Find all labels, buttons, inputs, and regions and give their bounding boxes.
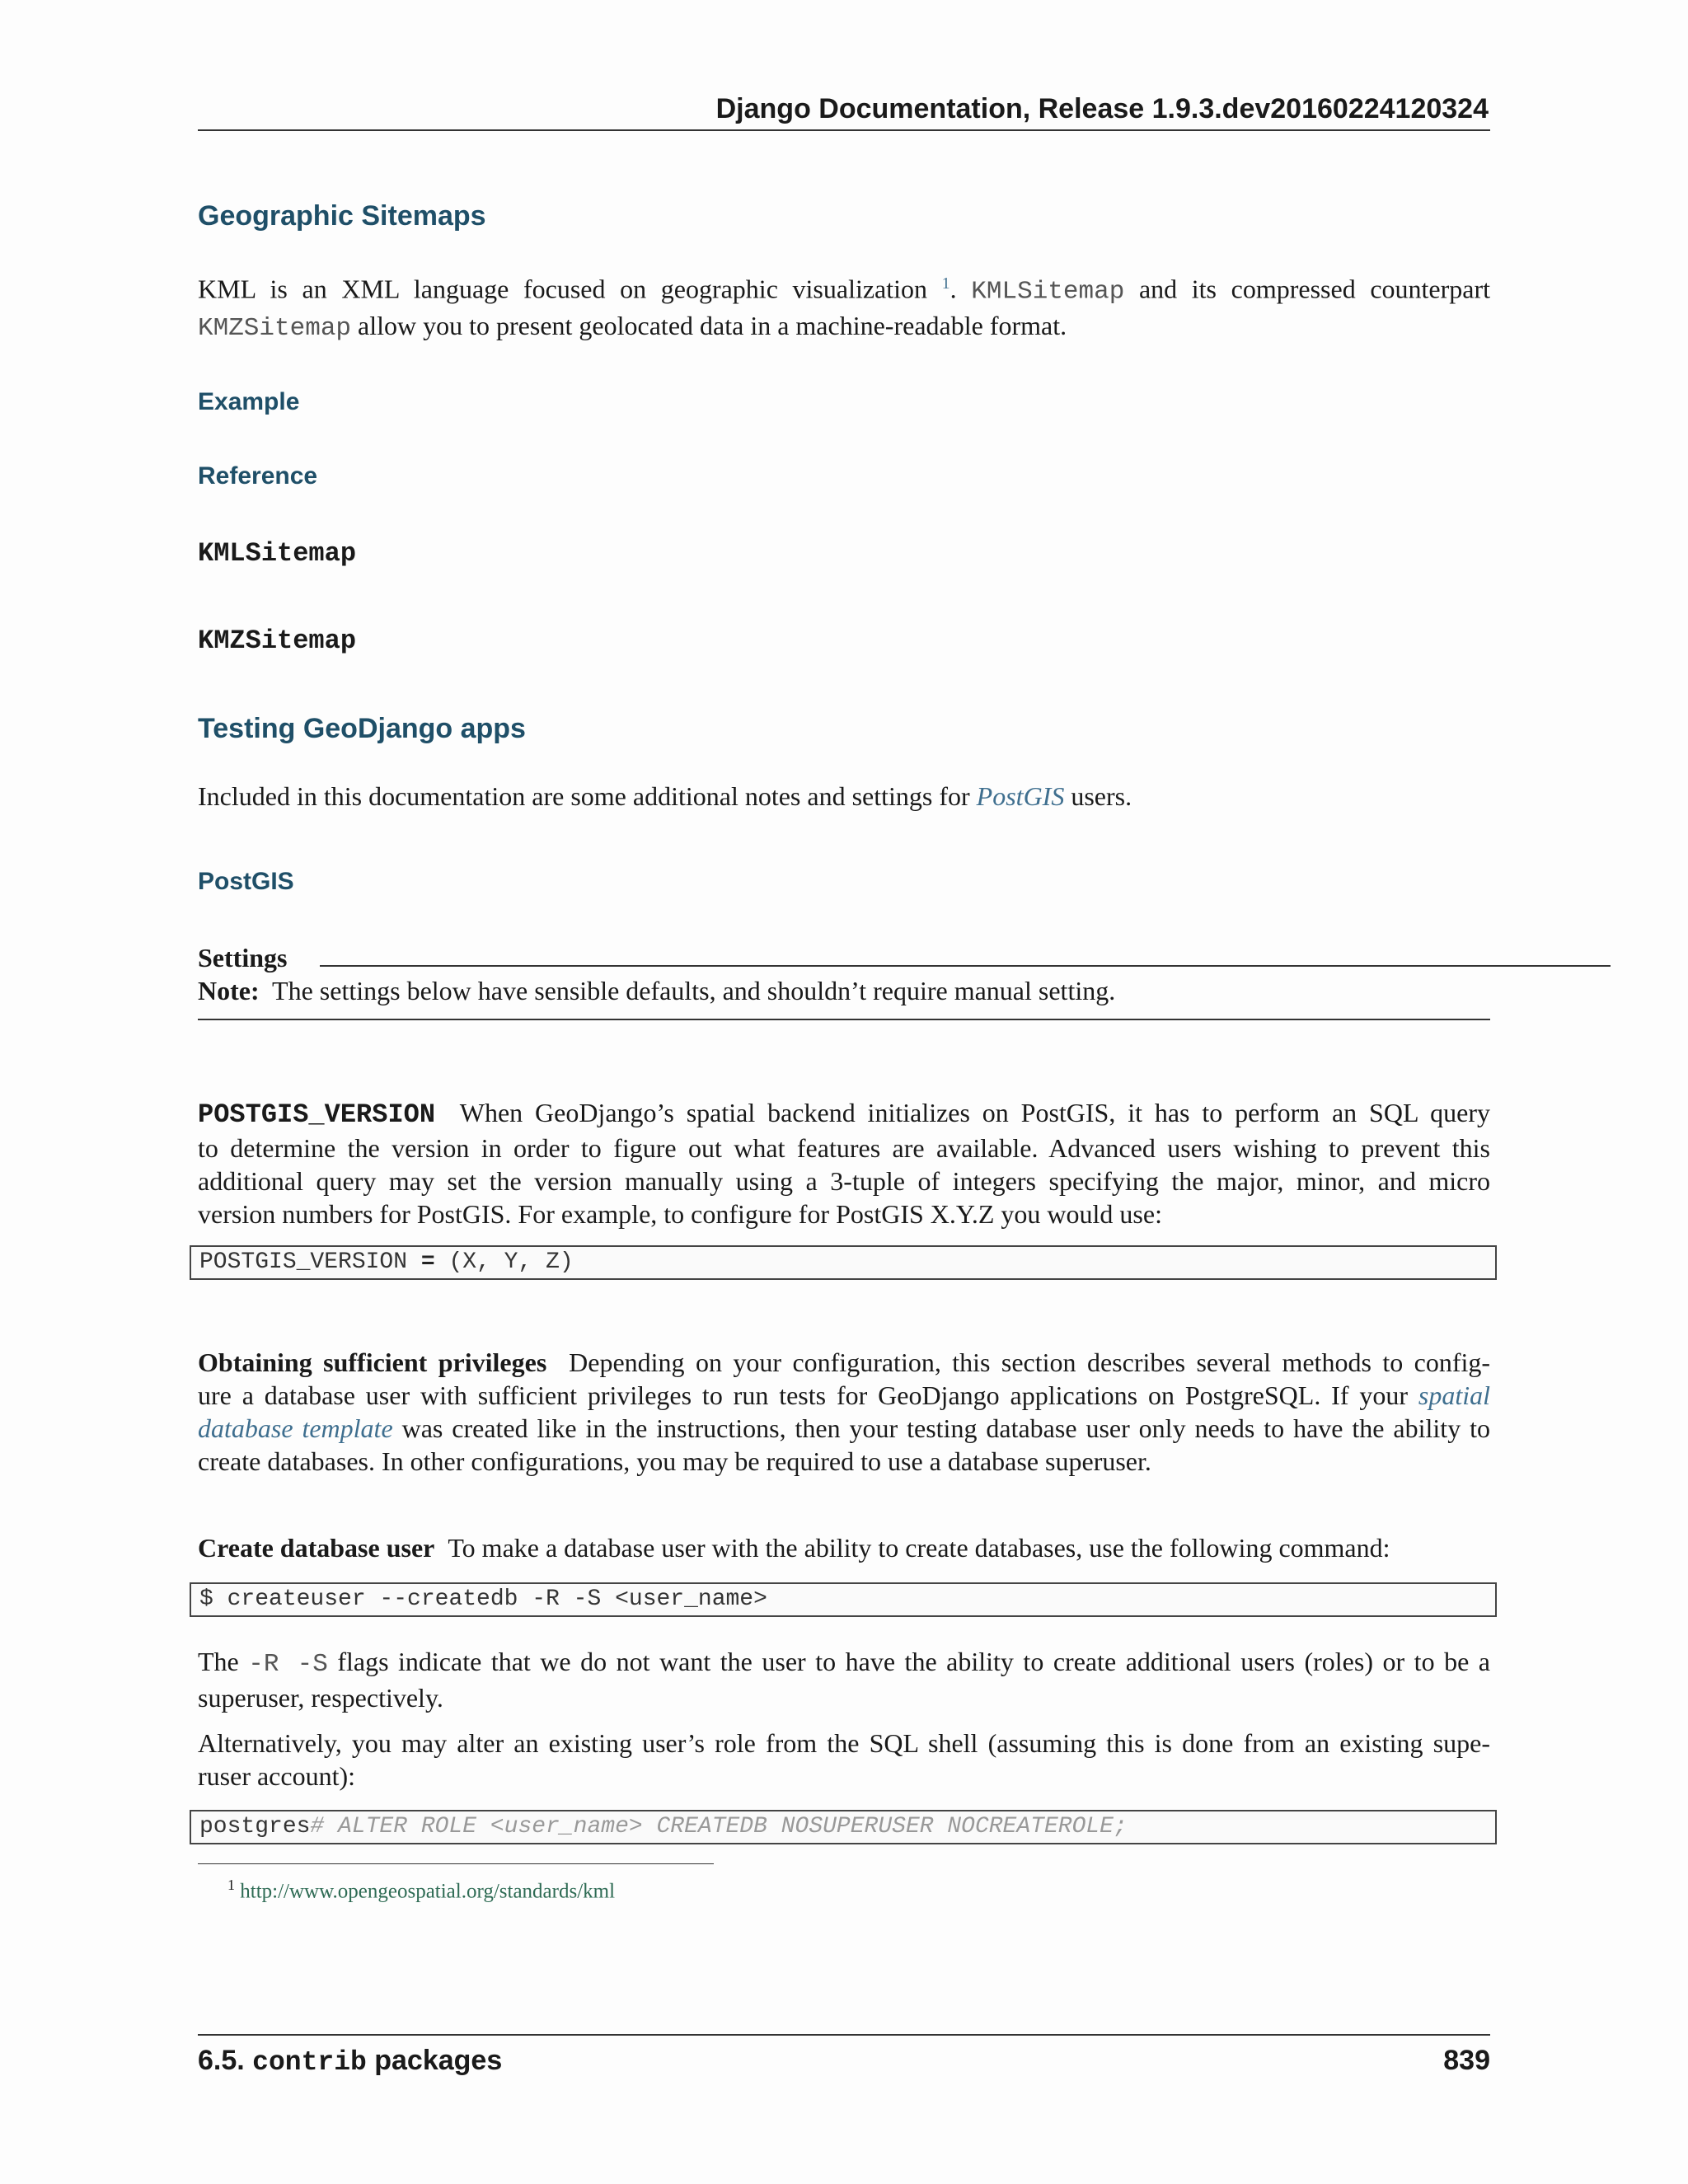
text: Depending on your configuration, this section describes several methods to config- <box>569 1347 1491 1377</box>
code-block-createuser <box>190 1582 1497 1617</box>
note-box <box>198 974 1490 1007</box>
inline-code-kmlsitemap: KMLSitemap <box>971 277 1125 307</box>
footer-rule <box>198 2034 1490 2036</box>
text: flags indicate that we do not want the user to have the ability to create additional users (roles) or to be a <box>337 1647 1491 1676</box>
text: additional query may set the version manually using a 3-tuple of integers specifying the major, minor, and micro <box>198 1166 1490 1196</box>
text: The <box>198 1647 239 1676</box>
code-operator: = <box>420 1249 435 1275</box>
heading-example: Example <box>198 388 300 415</box>
setting-term-postgis-version: POSTGIS_VERSION <box>198 1099 436 1130</box>
privileges-paragraph <box>198 1346 1490 1478</box>
text: was created like in the instructions, then your testing database user only needs to have the ability to <box>401 1413 1491 1443</box>
text: ruser account): <box>198 1761 356 1791</box>
text: version numbers for PostGIS. For example, to configure for PostGIS X.Y.Z you would use: <box>198 1199 1162 1229</box>
text: Alternatively, you may alter an existing user’s role from the SQL shell (assuming this is done from an existing supe- <box>198 1728 1490 1758</box>
class-kmzsitemap: KMZSitemap <box>198 626 357 656</box>
code-block-alter-role <box>190 1810 1497 1844</box>
postgis-link[interactable]: PostGIS <box>976 781 1065 811</box>
text: users. <box>1071 781 1132 811</box>
text: and its compressed counterpart <box>1138 274 1491 304</box>
text: . <box>950 274 957 304</box>
text: To make a database user with the ability to create databases, use the following command: <box>448 1533 1390 1563</box>
footnote-number: 1 <box>227 1877 235 1893</box>
testing-paragraph <box>198 780 1490 813</box>
section-heading-geographic-sitemaps: Geographic Sitemaps <box>198 200 486 232</box>
spatial-database-template-link[interactable]: spatial <box>1418 1380 1491 1410</box>
geo-sitemaps-paragraph <box>198 267 1490 345</box>
code-text: POSTGIS_VERSION <box>199 1249 421 1275</box>
text: create databases. In other configurations, you may be required to use a database superuser. <box>198 1446 1151 1476</box>
inline-code-kmzsitemap: KMZSitemap <box>198 313 352 343</box>
settings-title: Settings <box>198 943 288 972</box>
text: Included in this documentation are some additional notes and settings for <box>198 781 970 811</box>
inline-code-flags: -R -S <box>248 1650 328 1679</box>
footnote-url-link[interactable]: http://www.opengeospatial.org/standards/kml <box>240 1880 616 1903</box>
note-label: Note: <box>198 976 260 1005</box>
header-rule <box>198 129 1490 131</box>
alter-role-paragraph <box>198 1727 1490 1793</box>
text: superuser, respectively. <box>198 1683 443 1713</box>
code-text: (X, Y, Z) <box>434 1249 574 1275</box>
text: When GeoDjango’s spatial backend initializes on PostGIS, it has to perform an SQL query <box>459 1098 1491 1127</box>
text: to determine the version in order to figure out what features are available. Advanced users wishing to prevent this <box>198 1133 1490 1163</box>
sql-prompt: postgres <box>199 1814 311 1840</box>
note-text: The settings below have sensible defaults, and shouldn’t require manual setting. <box>272 976 1116 1005</box>
spatial-database-template-link[interactable]: database template <box>198 1413 393 1443</box>
settings-rule <box>320 965 1611 967</box>
code-text: $ createuser --createdb -R -S <user_name> <box>199 1586 767 1612</box>
heading-reference: Reference <box>198 462 318 490</box>
text: ure a database user with sufficient privileges to run tests for GeoDjango applications on PostgreSQL. If your <box>198 1380 1409 1410</box>
flags-paragraph <box>198 1645 1490 1714</box>
footnote-rule <box>198 1863 714 1864</box>
create-user-paragraph <box>198 1531 1490 1564</box>
footer-section-code: contrib <box>252 2047 367 2078</box>
page-number: 839 <box>1443 2045 1490 2076</box>
text: allow you to present geolocated data in a machine-readable format. <box>358 310 1067 340</box>
footnote-ref-link[interactable]: 1 <box>941 274 950 293</box>
footnote <box>227 1871 615 1905</box>
class-kmlsitemap: KMLSitemap <box>198 538 357 569</box>
sql-comment: # ALTER ROLE <user_name> CREATEDB NOSUPERUSER NOCREATEROLE; <box>310 1814 1128 1840</box>
term-obtaining-privileges: Obtaining sufficient privileges <box>198 1347 547 1377</box>
footer-section <box>198 2042 502 2081</box>
note-bottom-rule <box>198 1019 1490 1020</box>
section-heading-testing-geodjango: Testing GeoDjango apps <box>198 713 526 744</box>
text: KML is an XML language focused on geographic visualization <box>198 274 928 304</box>
term-create-database-user: Create database user <box>198 1533 435 1563</box>
code-block-postgis-version <box>190 1245 1497 1280</box>
footer-section-word: packages <box>374 2045 503 2076</box>
footer-section-number: 6.5. <box>198 2045 245 2076</box>
postgis-version-paragraph <box>198 1096 1490 1230</box>
heading-postgis: PostGIS <box>198 868 294 895</box>
running-header: Django Documentation, Release 1.9.3.dev20160224120324 <box>715 93 1489 124</box>
